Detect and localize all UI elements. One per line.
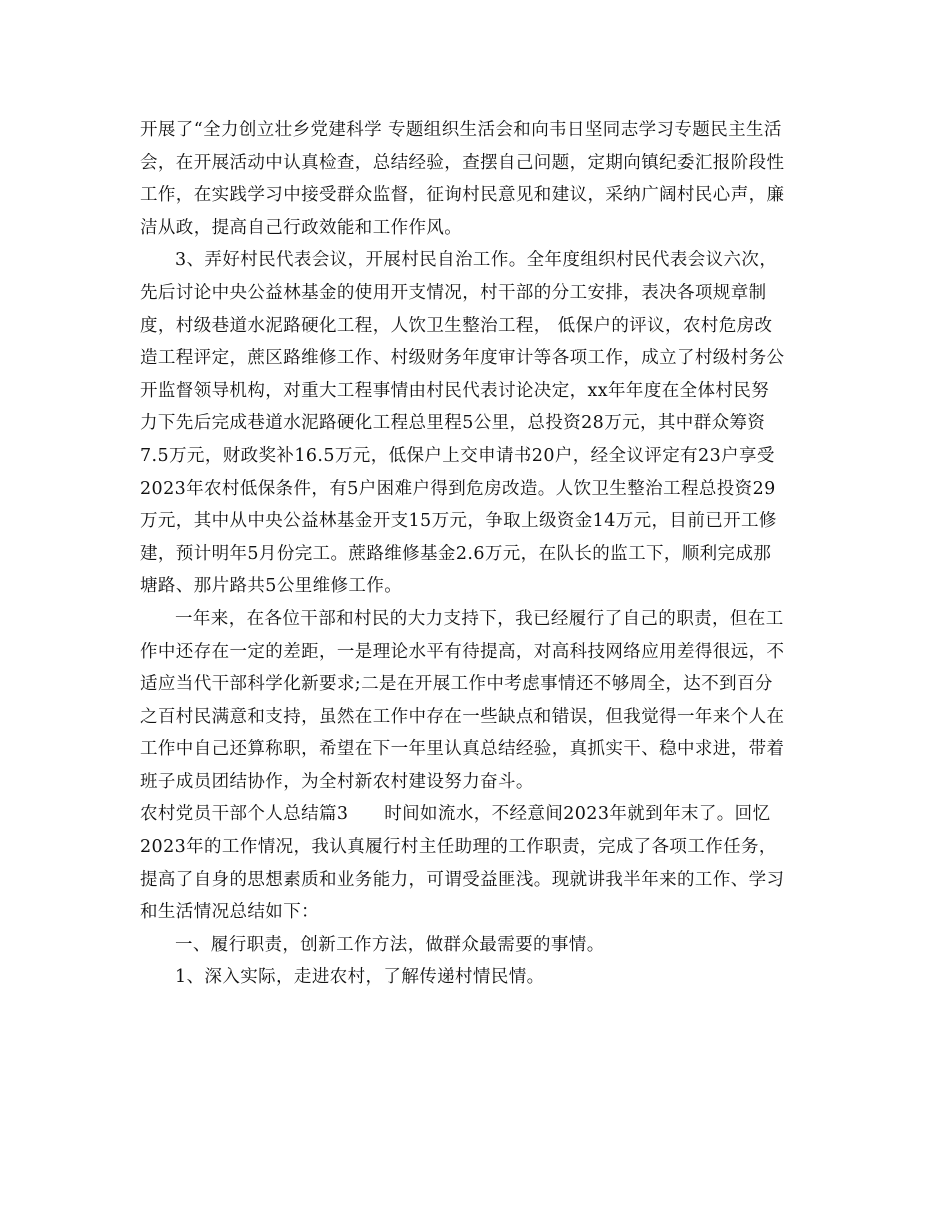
- paragraph-5: [140, 929, 810, 962]
- paragraph-3: [140, 603, 810, 799]
- text-line: 和生活情况总结如下：: [140, 902, 319, 923]
- document-body: [140, 114, 810, 994]
- text-line: 建，预计明年5月份完工。蔗路维修基金2.6万元，在队长的监工下，顺利完成那: [140, 543, 772, 564]
- text-line: 之百村民满意和支持，虽然在工作中存在一些缺点和错误，但我觉得一年来个人在: [140, 706, 785, 727]
- text-line: 一年来，在各位干部和村民的大力支持下，我已经履行了自己的职责，但在工: [175, 608, 784, 629]
- text-line: 3、弄好村民代表会议，开展村民自治工作。全年度组织村民代表会议六次，: [175, 250, 778, 271]
- text-line: 作中还存在一定的差距，一是理论水平有待提高，对高科技网络应用差得很远，不: [140, 641, 785, 662]
- text-line: 造工程评定，蔗区路维修工作、村级财务年度审计等各项工作，成立了村级村务公: [140, 348, 785, 369]
- text-line: 度，村级巷道水泥路硬化工程，人饮卫生整治工程， 低保户的评议，农村危房改: [140, 315, 773, 336]
- text-line: 万元，其中从中央公益林基金开支15万元，争取上级资金14万元，目前已开工修: [140, 511, 777, 532]
- text-line: 提高了自身的思想素质和业务能力，可谓受益匪浅。现就讲我半年来的工作、学习: [140, 869, 785, 890]
- text-line: 先后讨论中央公益林基金的使用开支情况，村干部的分工安排，表决各项规章制: [140, 282, 767, 303]
- text-line: 7.5万元，财政奖补16.5万元，低保户上交申请书20户，经全议评定有23户享受: [140, 445, 775, 466]
- text-line: 塘路、那片路共5公里维修工作。: [140, 576, 403, 597]
- text-line: 开展了“全力创立壮乡党建科学 专题组织生活会和向韦日坚同志学习专题民主生活: [140, 120, 782, 140]
- text-line: 工作，在实践学习中接受群众监督，征询村民意见和建议，采纳广阔村民心声，廉: [140, 185, 785, 206]
- text-line: 1、深入实际，走进农村，了解传递村情民情。: [175, 967, 545, 988]
- paragraph-6: [140, 961, 810, 994]
- text-line: 会，在开展活动中认真检查，总结经验，查摆自己问题，定期向镇纪委汇报阶段性: [140, 152, 785, 173]
- text-line: 洁从政，提高自己行政效能和工作作风。: [140, 217, 463, 238]
- text-line: 2023年农村低保条件，有5户困难户得到危房改造。人饮卫生整治工程总投资29: [140, 478, 776, 499]
- paragraph-2: [140, 244, 810, 603]
- text-line: 开监督领导机构，对重大工程事情由村民代表讨论决定，xx年年度在全体村民努: [140, 380, 770, 401]
- text-line: 工作中自己还算称职，希望在下一年里认真总结经验，真抓实干、稳中求进，带着: [140, 739, 785, 760]
- text-line: 适应当代干部科学化新要求;二是在开展工作中考虑事情还不够周全，达不到百分: [140, 674, 773, 695]
- section-heading-line: 农村党员干部个人总结篇3 时间如流水，不经意间2023年就到年末了。回忆: [140, 804, 771, 825]
- text-line: 力下先后完成巷道水泥路硬化工程总里程5公里，总投资28万元，其中群众筹资: [140, 413, 766, 434]
- text-line: 一、履行职责，创新工作方法，做群众最需要的事情。: [175, 934, 605, 955]
- paragraph-1: [140, 114, 810, 244]
- text-line: 2023年的工作情况，我认真履行村主任助理的工作职责，完成了各项工作任务，: [140, 837, 777, 858]
- text-line: 班子成员团结协作，为全村新农村建设努力奋斗。: [140, 771, 534, 792]
- paragraph-4: [140, 798, 810, 928]
